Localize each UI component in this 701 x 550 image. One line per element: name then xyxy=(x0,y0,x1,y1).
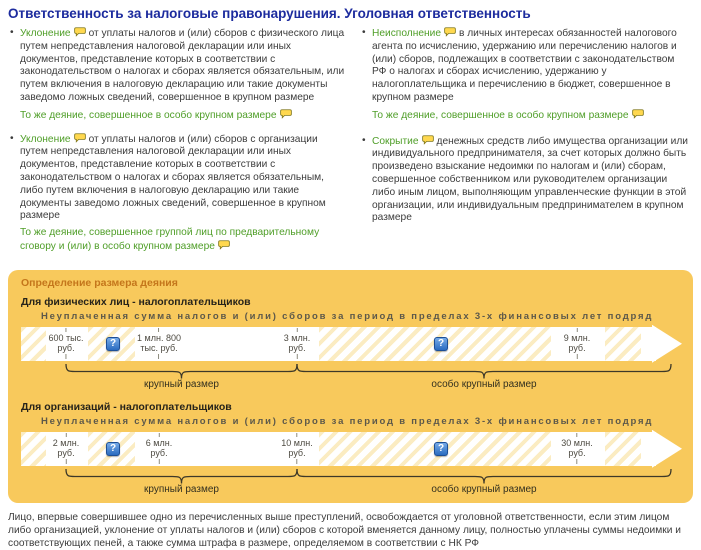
threshold-marker: 600 тыс. руб. xyxy=(48,328,83,359)
list-item xyxy=(362,27,691,105)
threshold-marker: 6 млн. руб. xyxy=(146,433,172,464)
help-icon[interactable]: ? xyxy=(106,442,120,456)
item-text: от уплаты налогов и (или) сборов с организации путем непредставления налоговой декларации или иных документов, представление которых в соответствии с законодательством о налогах и сборах является обязательным, либо путем включения в налоговую декларацию или такие документы заведомо ложных сведений, совершенное в крупном размере xyxy=(20,133,326,222)
threshold-marker: 30 млн. руб. xyxy=(561,433,592,464)
band-subtitle: Для физических лиц - налогоплательщиков xyxy=(21,295,251,308)
list-item xyxy=(10,27,348,105)
list-item xyxy=(362,135,691,226)
threshold-marker: 9 млн. руб. xyxy=(564,328,590,359)
brace-row xyxy=(21,468,680,497)
list-item xyxy=(10,133,348,224)
arrow-head-icon xyxy=(652,325,682,363)
note-text: То же деяние, совершенное в особо крупном размере xyxy=(20,109,348,123)
keyword-label: Неисполнение xyxy=(372,28,441,39)
band-subtitle: Для организаций - налогоплательщиков xyxy=(21,400,232,413)
comment-bubble-icon[interactable] xyxy=(74,27,86,37)
bullet-columns xyxy=(0,25,701,264)
brace-large-size xyxy=(66,363,297,390)
comment-bubble-icon[interactable] xyxy=(632,109,644,119)
band-individuals xyxy=(21,296,680,392)
brace-label: особо крупный размер xyxy=(431,483,537,495)
threshold-marker: 1 млн. 800 тыс. руб. xyxy=(137,328,181,359)
right-column xyxy=(362,27,691,264)
page xyxy=(0,6,701,549)
arrow-head-icon xyxy=(652,430,682,468)
brace-extra-large-size xyxy=(297,363,671,390)
band-organizations xyxy=(21,401,680,497)
brace-label: особо крупный размер xyxy=(431,378,537,390)
help-icon[interactable]: ? xyxy=(106,337,120,351)
threshold-marker: 2 млн. руб. xyxy=(53,433,79,464)
panel-title: Определение размера деяния xyxy=(21,276,178,289)
threshold-marker: 3 млн. руб. xyxy=(284,328,310,359)
threshold-arrow xyxy=(21,325,682,363)
item-text: от уплаты налогов и (или) сборов с физического лица путем непредставления налоговой декларации или иных документов, представление которых в соответствии с законодательством о налогах и сборах является обязательным, или путем включения в налоговую декларацию или такие документы заведомо ложных сведений, совершенное в крупном размере xyxy=(20,28,345,103)
item-text: денежных средств либо имущества организации или индивидуального предпринимателя, за счет которых должно быть произведено взыскание недоимки по налогам и (или) сборам, совершенное собственником или руководителем организации либо иным лицом, выполняющим управленческие функции в этой организации, или индивидуальным предпринимателем в крупном размере xyxy=(372,135,688,224)
left-column xyxy=(10,27,362,264)
note-text: То же деяние, совершенное группой лиц по предварительному сговору и (или) в особо крупном размере xyxy=(20,227,320,252)
note-text: То же деяние, совершенное в особо крупном размере xyxy=(372,109,691,123)
brace-label: крупный размер xyxy=(144,378,219,390)
help-icon[interactable]: ? xyxy=(434,337,448,351)
keyword-label: Уклонение xyxy=(20,133,71,145)
axis-label: Неуплаченная сумма налогов и (или) сборов за период в пределах 3-х финансовых лет подряд xyxy=(41,310,654,322)
comment-bubble-icon[interactable] xyxy=(280,109,292,119)
comment-bubble-icon[interactable] xyxy=(74,133,86,143)
threshold-marker: 10 млн. руб. xyxy=(281,433,312,464)
comment-bubble-icon[interactable] xyxy=(422,135,434,145)
threshold-arrow xyxy=(21,430,682,468)
axis-label: Неуплаченная сумма налогов и (или) сборов за период в пределах 3-х финансовых лет подряд xyxy=(41,415,654,427)
comment-bubble-icon[interactable] xyxy=(218,240,230,250)
brace-extra-large-size xyxy=(297,468,671,495)
keyword-label: Сокрытие xyxy=(372,135,419,147)
keyword-label: Уклонение xyxy=(20,28,71,39)
footer-note: Лицо, впервые совершившее одно из перечисленных выше преступлений, освобождается от уголовной ответственности, если этим лицом либо организацией, уклонение от уплаты налогов и (или) сборов с которой вменяется данному лицу, полностью уплачены суммы недоимки и соответствующих пеней, а также сумма штрафа в размере, определяемом в соответствии с НК РФ xyxy=(8,511,681,549)
size-definition-panel xyxy=(8,270,693,503)
brace-label: крупный размер xyxy=(144,483,219,495)
page-title: Ответственность за налоговые правонарушения. Уголовная ответственность xyxy=(8,6,531,21)
brace-row xyxy=(21,363,680,392)
comment-bubble-icon[interactable] xyxy=(444,27,456,37)
help-icon[interactable]: ? xyxy=(434,442,448,456)
brace-large-size xyxy=(66,468,297,495)
item-text: в личных интересах обязанностей налогового агента по исчислению, удержанию или перечислению налогов и (или) сборов, подлежащих в соответствии с законодательством РФ о налогах и сборах исчислению, удержанию у налогоплательщика и перечислению в бюджет, совершенное в крупном размере xyxy=(372,28,677,103)
